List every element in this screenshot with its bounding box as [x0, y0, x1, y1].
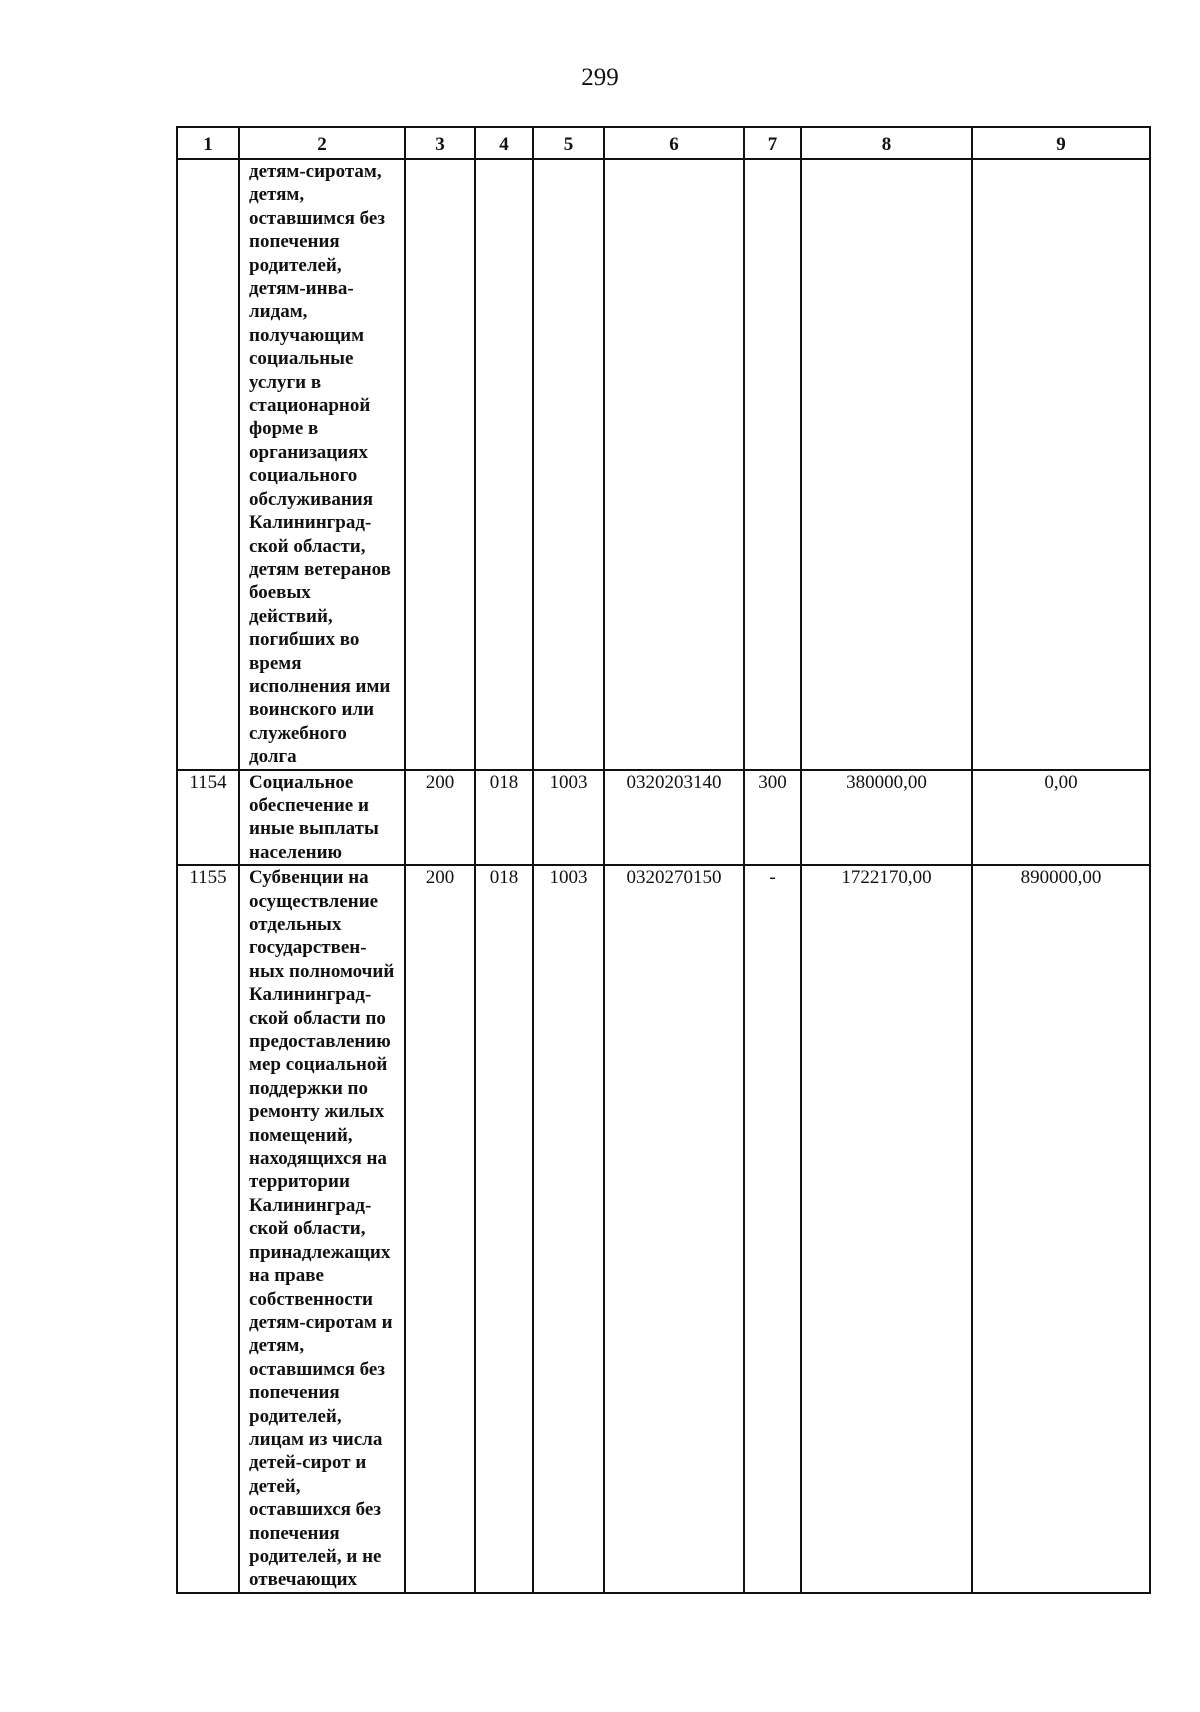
row-col-6 — [604, 159, 744, 770]
row-col-7: 300 — [744, 770, 801, 866]
row-number: 1154 — [177, 770, 239, 866]
row-col-8 — [801, 159, 972, 770]
row-col-3: 200 — [405, 770, 475, 866]
budget-table — [176, 126, 1151, 1594]
row-col-9 — [972, 159, 1150, 770]
row-col-7: - — [744, 865, 801, 1593]
row-description — [239, 770, 405, 866]
row-col-5 — [533, 159, 604, 770]
header-col-3: 3 — [405, 127, 475, 159]
row-col-8: 380000,00 — [801, 770, 972, 866]
header-col-7: 7 — [744, 127, 801, 159]
row-description-text: детям-сиротам, детям, оставшимся без попечения родителей, детям-инва- лидам, получающим социальные услуги в стационарной форме в организациях социального обслуживания Калининград- ской области, детям ветеранов боевых действий, погибших во время исполнения ими воинского или служебного долга — [249, 161, 391, 768]
row-col-3: 200 — [405, 865, 475, 1593]
header-col-6: 6 — [604, 127, 744, 159]
row-col-4: 018 — [475, 770, 533, 866]
row-description-text: Субвенции на осуществление отдельных государствен- ных полномочий Калининград- ской области по предоставлению мер социальной поддержки по ремонту жилых помещений, находящихся на территории Калининград- ской области, принадлежащих на праве собственности детям-сиротам и детям, оставшимся без попечения родителей, лицам из числа детей-сирот и детей, оставшихся без попечения родителей, и не отвечающих — [249, 867, 395, 1591]
row-col-9: 0,00 — [972, 770, 1150, 866]
row-col-6: 0320203140 — [604, 770, 744, 866]
header-col-5: 5 — [533, 127, 604, 159]
row-col-3 — [405, 159, 475, 770]
header-col-1: 1 — [177, 127, 239, 159]
row-number: 1155 — [177, 865, 239, 1593]
header-col-9: 9 — [972, 127, 1150, 159]
row-number — [177, 159, 239, 770]
row-col-5: 1003 — [533, 770, 604, 866]
row-col-7 — [744, 159, 801, 770]
row-col-4 — [475, 159, 533, 770]
row-col-4: 018 — [475, 865, 533, 1593]
header-col-8: 8 — [801, 127, 972, 159]
table-row — [177, 159, 1150, 770]
row-col-9: 890000,00 — [972, 865, 1150, 1593]
header-col-4: 4 — [475, 127, 533, 159]
row-col-5: 1003 — [533, 865, 604, 1593]
row-description-text: Социальное обеспечение и иные выплаты населению — [249, 771, 379, 863]
row-description — [239, 865, 405, 1593]
header-row — [177, 127, 1150, 159]
row-col-8: 1722170,00 — [801, 865, 972, 1593]
page-number: 299 — [581, 64, 619, 91]
row-col-6: 0320270150 — [604, 865, 744, 1593]
table-row — [177, 770, 1150, 866]
row-description — [239, 159, 405, 770]
header-col-2: 2 — [239, 127, 405, 159]
table-row — [177, 865, 1150, 1593]
